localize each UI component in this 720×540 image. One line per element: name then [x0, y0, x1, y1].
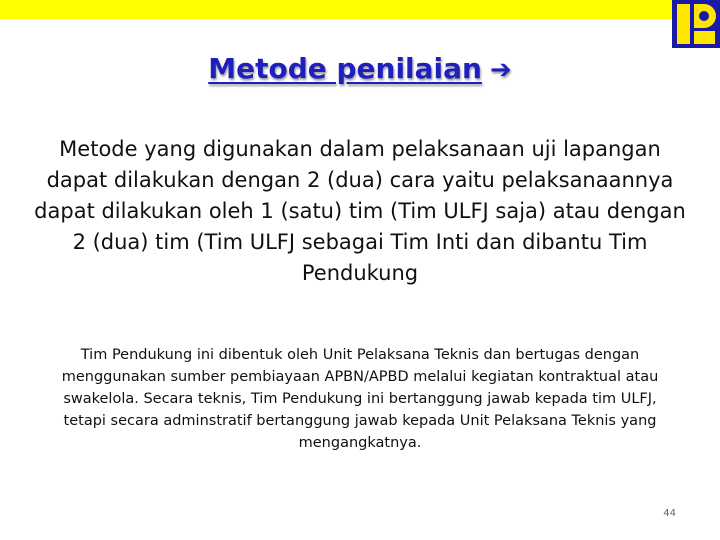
secondary-paragraph: Tim Pendukung ini dibentuk oleh Unit Pelaksana Teknis dan bertugas dengan menggunakan sumber pembiayaan APBN/APBD melalui kegiatan kontraktual atau swakelola. Secara teknis, Tim Pendukung ini bertanggung jawab kepada tim ULFJ, tetapi secara adminstratif bertanggung jawab kepada Unit Pelaksana Teknis yang mengangkatnya. — [61, 347, 659, 451]
slide-title — [0, 52, 720, 85]
main-paragraph: Metode yang digunakan dalam pelaksanaan uji lapangan dapat dilakukan dengan 2 (dua) cara yaitu pelaksanaannya dapat dilakukan oleh 1 (satu) tim (Tim ULFJ saja) atau dengan 2 (dua) tim (Tim ULFJ sebagai Tim Inti dan dibantu Tim Pendukung — [34, 137, 686, 285]
slide-title-text: Metode penilaian — [208, 52, 482, 85]
right-arrow-icon: ➔ — [489, 55, 512, 85]
top-yellow-bar — [0, 0, 720, 19]
page-number: 44 — [663, 508, 676, 519]
pu-logo-icon — [672, 0, 720, 48]
